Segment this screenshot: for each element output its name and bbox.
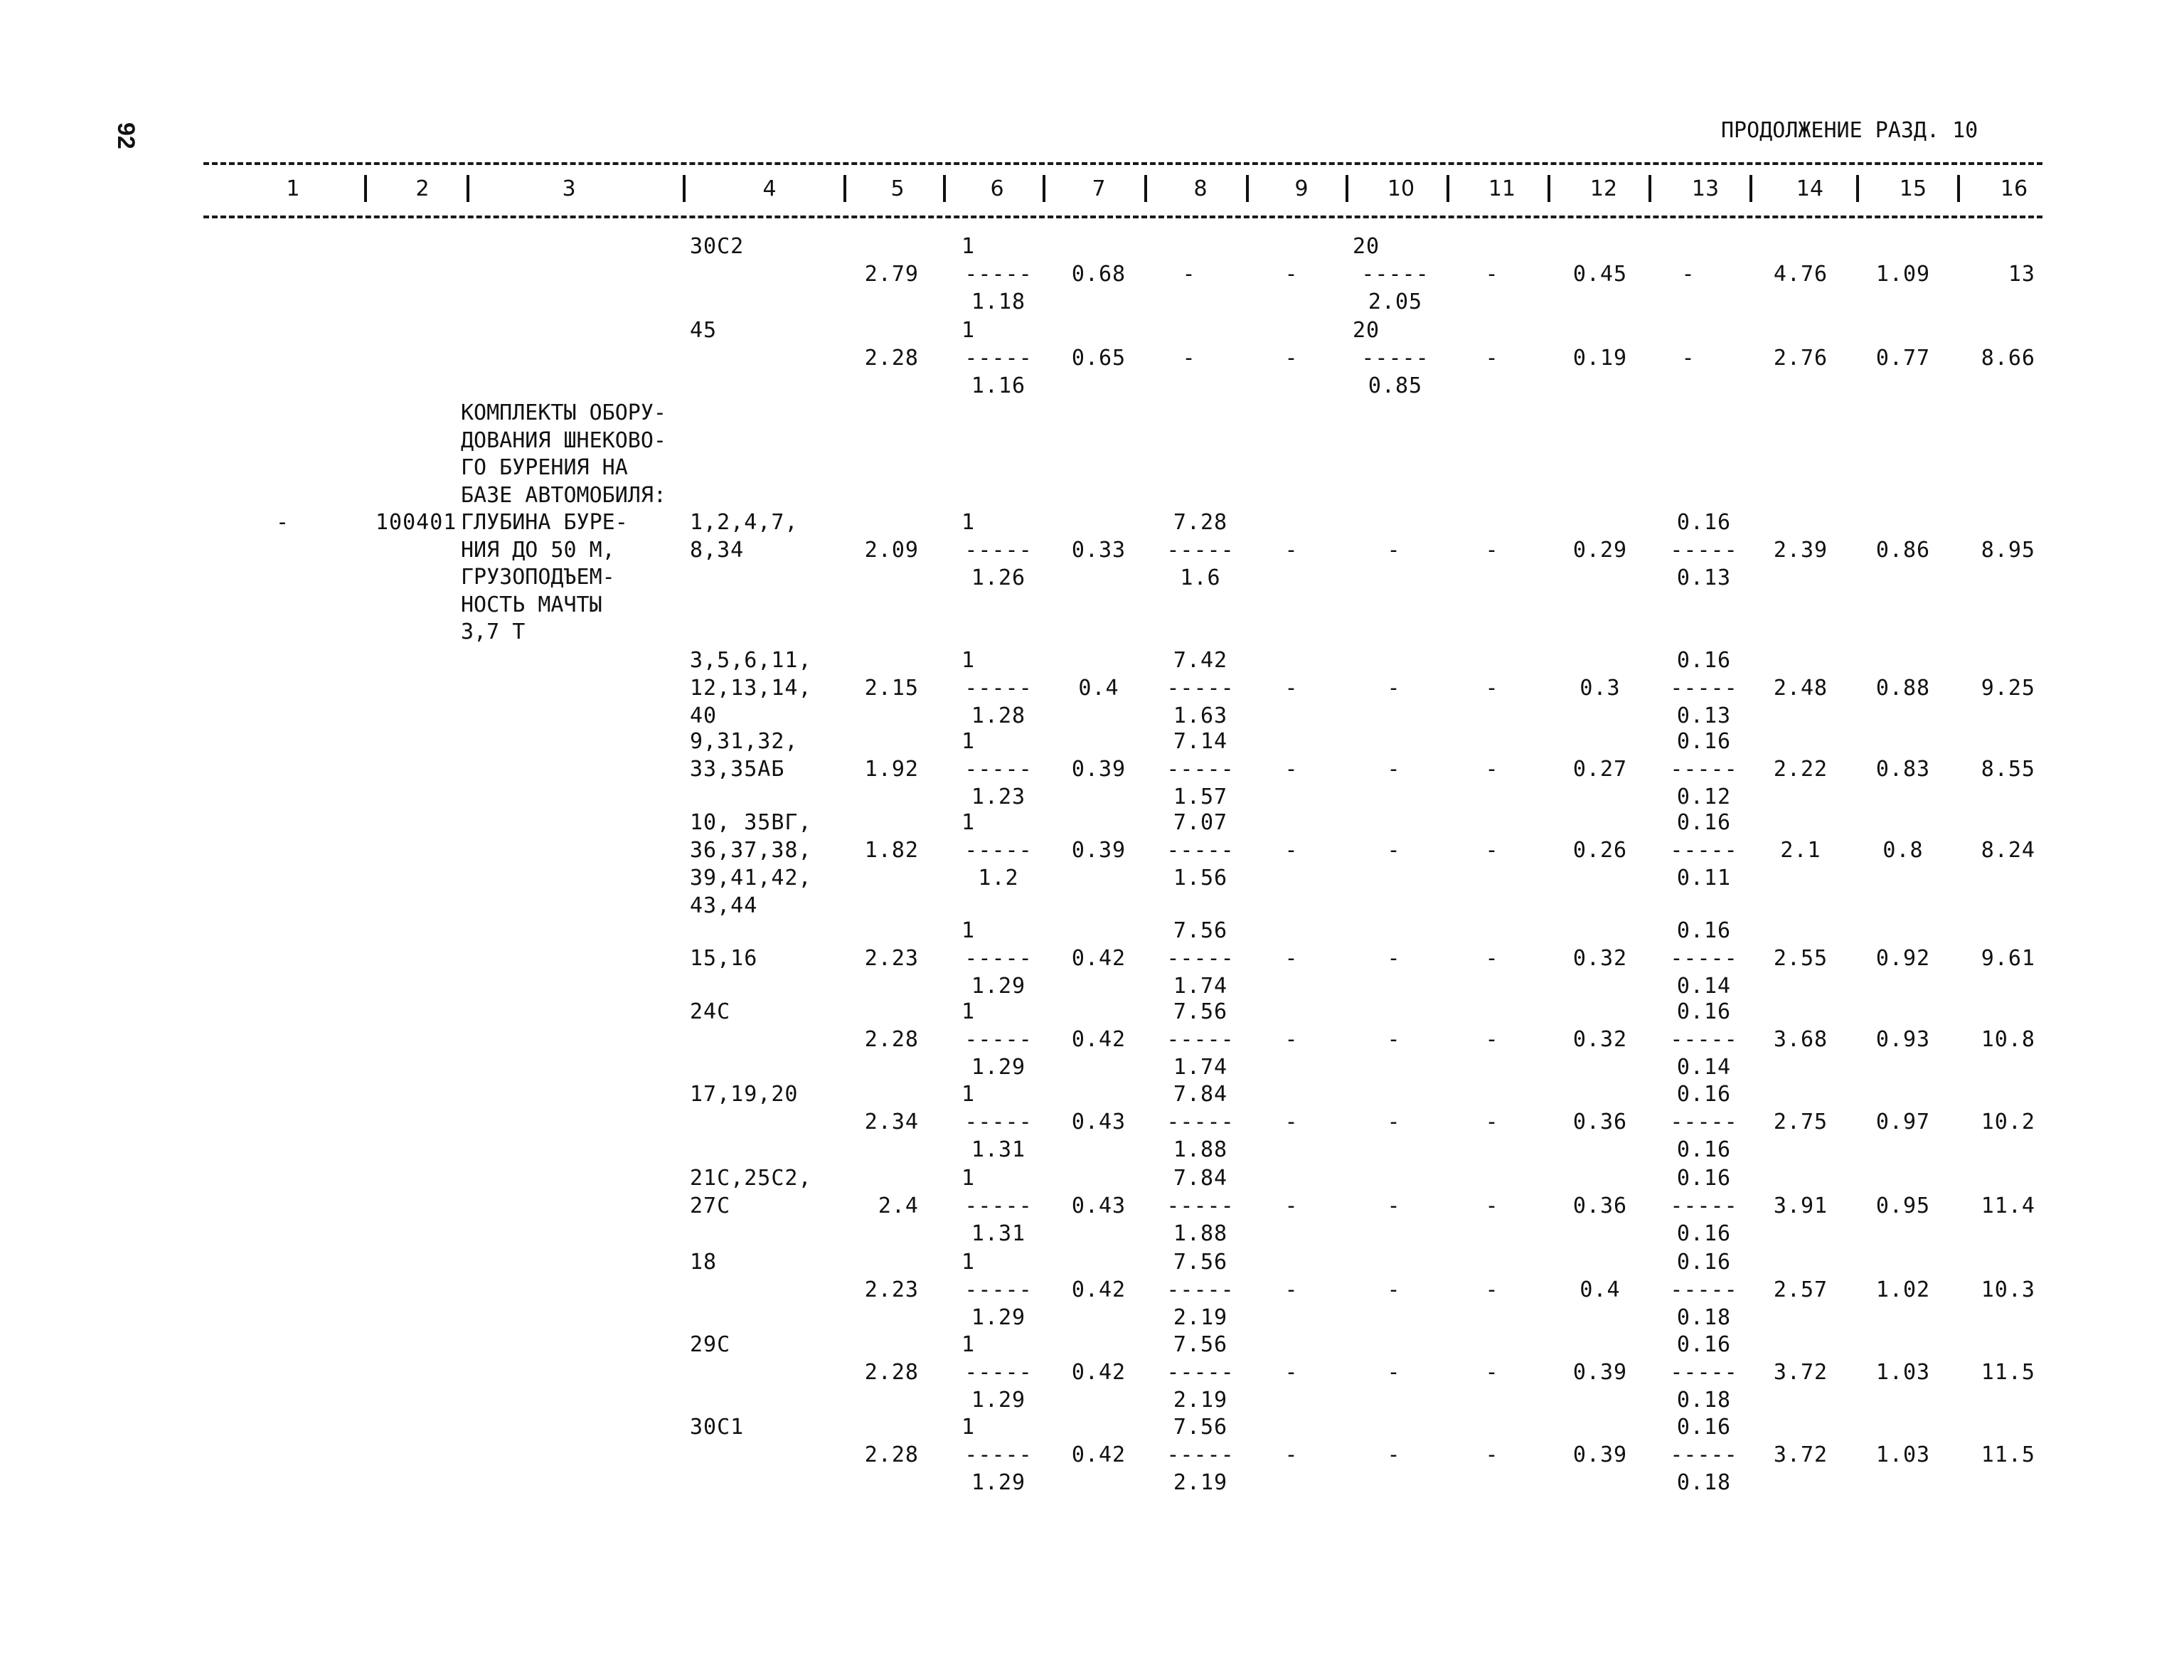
cell-col13-denominator: 0.16 bbox=[1676, 1221, 1732, 1246]
cell-col10-numerator: 20 bbox=[1353, 234, 1380, 259]
cell-col10: - bbox=[1387, 1027, 1401, 1052]
cell-col15: 0.92 bbox=[1875, 946, 1931, 971]
cell-col8-bar: ----- bbox=[1166, 538, 1235, 563]
cell-col10: - bbox=[1387, 1110, 1401, 1134]
cell-col8-denominator: 1.57 bbox=[1173, 785, 1228, 809]
cell-col10: - bbox=[1387, 676, 1401, 701]
cell-col16: 9.25 bbox=[1981, 676, 2035, 701]
column-header-8: 8 bbox=[1193, 176, 1208, 201]
cell-col16: 13 bbox=[2008, 262, 2035, 287]
cell-col5: 2.34 bbox=[864, 1110, 919, 1134]
cell-col16: 9.61 bbox=[1981, 946, 2035, 971]
column-separator bbox=[1346, 175, 1348, 202]
cell-col6-denominator: 1.29 bbox=[971, 1388, 1026, 1413]
cell-col16: 8.55 bbox=[1981, 757, 2035, 782]
cell-col13-denominator: 0.11 bbox=[1676, 866, 1732, 890]
column-separator bbox=[943, 175, 946, 202]
cell-col12: 0.19 bbox=[1572, 346, 1628, 371]
cell-col5: 2.28 bbox=[864, 346, 919, 371]
description-line: ГО БУРЕНИЯ НА bbox=[461, 455, 628, 480]
cell-col5: 2.23 bbox=[864, 1277, 919, 1302]
description-line: ДОВАНИЯ ШНЕКОВО- bbox=[461, 427, 666, 453]
description-line: 3,7 Т bbox=[461, 620, 526, 644]
cell-col14: 2.1 bbox=[1780, 838, 1821, 863]
cell-col13-denominator: 0.13 bbox=[1676, 703, 1732, 728]
cell-col13-denominator: 0.13 bbox=[1676, 565, 1732, 590]
cell-col8-bar: ----- bbox=[1166, 946, 1235, 971]
cell-col9: - bbox=[1284, 676, 1299, 701]
column-header-16: 16 bbox=[2000, 176, 2028, 201]
cell-col16: 10.8 bbox=[1981, 1027, 2035, 1052]
cell-col10-bar: ----- bbox=[1361, 346, 1429, 371]
cell-col4: 33,35АБ bbox=[690, 757, 785, 782]
cell-col13-bar: ----- bbox=[1670, 1442, 1738, 1467]
cell-col4: 3,5,6,11, bbox=[690, 648, 812, 673]
cell-col10: - bbox=[1387, 838, 1401, 863]
cell-col8-numerator: 7.84 bbox=[1173, 1166, 1228, 1191]
cell-col6-bar: ----- bbox=[964, 346, 1033, 371]
cell-col13-numerator: 0.16 bbox=[1676, 729, 1732, 754]
cell-col13-numerator: 0.16 bbox=[1676, 1250, 1732, 1275]
cell-col5: 2.28 bbox=[864, 1360, 919, 1385]
cell-col8-denominator: 1.63 bbox=[1173, 703, 1228, 728]
cell-col15: 1.03 bbox=[1875, 1442, 1931, 1467]
cell-col12: 0.3 bbox=[1580, 676, 1621, 701]
cell-col5: 2.28 bbox=[864, 1442, 919, 1467]
cell-col6-numerator: 1 bbox=[962, 729, 976, 754]
cell-col7: 0.43 bbox=[1071, 1193, 1126, 1218]
cell-col5: 2.09 bbox=[864, 538, 919, 563]
cell-col4: 24С bbox=[690, 999, 731, 1024]
column-header-5: 5 bbox=[890, 176, 905, 201]
cell-col6-bar: ----- bbox=[964, 1442, 1033, 1467]
cell-col10: - bbox=[1387, 1277, 1401, 1302]
cell-col8-numerator: 7.56 bbox=[1173, 999, 1228, 1024]
cell-col6-bar: ----- bbox=[964, 262, 1033, 287]
cell-col7: 0.42 bbox=[1071, 1027, 1126, 1052]
cell-col11: - bbox=[1485, 1360, 1499, 1385]
cell-col7: 0.43 bbox=[1071, 1110, 1126, 1134]
cell-col10: - bbox=[1387, 1360, 1401, 1385]
cell-col4: 45 bbox=[690, 318, 718, 343]
cell-col16: 11.5 bbox=[1981, 1442, 2035, 1467]
cell-col5: 2.79 bbox=[864, 262, 919, 287]
cell-col14: 3.68 bbox=[1773, 1027, 1828, 1052]
description-line: КОМПЛЕКТЫ ОБОРУ- bbox=[461, 400, 666, 425]
cell-col13-numerator: 0.16 bbox=[1676, 999, 1732, 1024]
cell-col6-bar: ----- bbox=[964, 1193, 1033, 1218]
cell-col12: 0.36 bbox=[1572, 1110, 1628, 1134]
cell-col7: 0.39 bbox=[1071, 838, 1126, 863]
cell-col6-numerator: 1 bbox=[962, 918, 976, 943]
cell-col6-bar: ----- bbox=[964, 838, 1033, 863]
cell-col6-denominator: 1.31 bbox=[971, 1137, 1026, 1162]
cell-col4: 8,34 bbox=[690, 538, 745, 563]
column-header-7: 7 bbox=[1092, 176, 1106, 201]
cell-col6-denominator: 1.29 bbox=[971, 1470, 1026, 1495]
row-marker-dash: - bbox=[276, 510, 290, 535]
column-header-2: 2 bbox=[415, 176, 430, 201]
description-line: БАЗЕ АВТОМОБИЛЯ: bbox=[461, 482, 666, 508]
column-header-3: 3 bbox=[562, 176, 576, 201]
cell-col10-bar: ----- bbox=[1361, 262, 1429, 287]
page-number: 92 bbox=[112, 122, 139, 149]
column-separator bbox=[683, 175, 686, 202]
cell-col8-numerator: 7.56 bbox=[1173, 1415, 1228, 1440]
column-separator bbox=[1856, 175, 1859, 202]
cell-col4: 18 bbox=[690, 1250, 718, 1275]
cell-col6-bar: ----- bbox=[964, 1360, 1033, 1385]
cell-col15: 0.93 bbox=[1875, 1027, 1931, 1052]
cell-col8-numerator: 7.28 bbox=[1173, 510, 1228, 535]
cell-col8-denominator: 1.6 bbox=[1180, 565, 1221, 590]
cell-col14: 2.48 bbox=[1773, 676, 1828, 701]
cell-col13-numerator: 0.16 bbox=[1676, 648, 1732, 673]
cell-col7: 0.42 bbox=[1071, 1360, 1126, 1385]
cell-col16: 8.66 bbox=[1981, 346, 2035, 371]
cell-col6-denominator: 1.28 bbox=[971, 703, 1026, 728]
cell-col8-denominator: 2.19 bbox=[1173, 1305, 1228, 1330]
cell-col8-denominator: 1.56 bbox=[1173, 866, 1228, 890]
cell-col14: 3.72 bbox=[1773, 1442, 1828, 1467]
cell-col13-denominator: 0.18 bbox=[1676, 1388, 1732, 1413]
cell-col13-numerator: 0.16 bbox=[1676, 918, 1732, 943]
cell-col10-numerator: 20 bbox=[1353, 318, 1380, 343]
cell-col4: 30С2 bbox=[690, 234, 745, 259]
cell-col13-denominator: 0.18 bbox=[1676, 1470, 1732, 1495]
cell-col6-numerator: 1 bbox=[962, 1332, 976, 1357]
cell-col8-denominator: 1.74 bbox=[1173, 974, 1228, 999]
cell-col11: - bbox=[1485, 757, 1499, 782]
cell-col9: - bbox=[1284, 346, 1299, 371]
cell-col11: - bbox=[1485, 1442, 1499, 1467]
cell-col8-bar: ----- bbox=[1166, 1360, 1235, 1385]
cell-col13-denominator: 0.18 bbox=[1676, 1305, 1732, 1330]
column-header-12: 12 bbox=[1589, 176, 1618, 201]
row-code: 100401 bbox=[375, 510, 457, 535]
cell-col8-numerator: 7.84 bbox=[1173, 1082, 1228, 1107]
cell-col11: - bbox=[1485, 1193, 1499, 1218]
cell-col6-denominator: 1.29 bbox=[971, 1055, 1026, 1080]
column-separator bbox=[1957, 175, 1960, 202]
cell-col8-numerator: 7.56 bbox=[1173, 918, 1228, 943]
cell-col4: 30С1 bbox=[690, 1415, 745, 1440]
cell-col14: 4.76 bbox=[1773, 262, 1828, 287]
cell-col15: 1.03 bbox=[1875, 1360, 1931, 1385]
cell-col12: 0.45 bbox=[1572, 262, 1628, 287]
cell-col8-numerator: 7.14 bbox=[1173, 729, 1228, 754]
cell-col6-numerator: 1 bbox=[962, 234, 976, 259]
cell-col8-numerator: 7.42 bbox=[1173, 648, 1228, 673]
cell-col6-denominator: 1.16 bbox=[971, 373, 1026, 398]
cell-col14: 2.39 bbox=[1773, 538, 1828, 563]
cell-col7: 0.42 bbox=[1071, 1442, 1126, 1467]
cell-col10-denominator: 2.05 bbox=[1368, 289, 1423, 314]
cell-col13-numerator: 0.16 bbox=[1676, 1415, 1732, 1440]
cell-col4: 43,44 bbox=[690, 893, 758, 918]
cell-col15: 0.8 bbox=[1882, 838, 1924, 863]
header-rule-bottom bbox=[203, 216, 2042, 218]
cell-col13-numerator: 0.16 bbox=[1676, 1166, 1732, 1191]
cell-col5: 1.92 bbox=[864, 757, 919, 782]
cell-col6-numerator: 1 bbox=[962, 1250, 976, 1275]
cell-col13-bar: ----- bbox=[1670, 1027, 1738, 1052]
cell-col13-bar: ----- bbox=[1670, 946, 1738, 971]
cell-col8: - bbox=[1182, 262, 1196, 287]
column-separator bbox=[1246, 175, 1249, 202]
cell-col12: 0.29 bbox=[1572, 538, 1628, 563]
cell-col8-denominator: 1.88 bbox=[1173, 1137, 1228, 1162]
cell-col6-bar: ----- bbox=[964, 1277, 1033, 1302]
column-separator bbox=[1043, 175, 1045, 202]
cell-col9: - bbox=[1284, 946, 1299, 971]
cell-col8-bar: ----- bbox=[1166, 757, 1235, 782]
cell-col15: 0.88 bbox=[1875, 676, 1931, 701]
cell-col5: 1.82 bbox=[864, 838, 919, 863]
cell-col6-denominator: 1.2 bbox=[978, 866, 1019, 890]
cell-col13-numerator: 0.16 bbox=[1676, 1332, 1732, 1357]
cell-col8-denominator: 1.74 bbox=[1173, 1055, 1228, 1080]
cell-col6-denominator: 1.29 bbox=[971, 1305, 1026, 1330]
cell-col6-bar: ----- bbox=[964, 676, 1033, 701]
cell-col7: 0.65 bbox=[1071, 346, 1126, 371]
header-rule-top bbox=[203, 162, 2042, 165]
cell-col6-bar: ----- bbox=[964, 1027, 1033, 1052]
cell-col12: 0.39 bbox=[1572, 1360, 1628, 1385]
column-separator bbox=[1749, 175, 1752, 202]
cell-col15: 0.83 bbox=[1875, 757, 1931, 782]
cell-col6-bar: ----- bbox=[964, 757, 1033, 782]
cell-col10: - bbox=[1387, 757, 1401, 782]
cell-col5: 2.28 bbox=[864, 1027, 919, 1052]
cell-col15: 0.95 bbox=[1875, 1193, 1931, 1218]
cell-col9: - bbox=[1284, 1360, 1299, 1385]
cell-col13: - bbox=[1681, 262, 1695, 287]
cell-col16: 11.4 bbox=[1981, 1193, 2035, 1218]
cell-col13-bar: ----- bbox=[1670, 1360, 1738, 1385]
cell-col10: - bbox=[1387, 1442, 1401, 1467]
cell-col13-denominator: 0.14 bbox=[1676, 974, 1732, 999]
cell-col10: - bbox=[1387, 946, 1401, 971]
cell-col4: 17,19,20 bbox=[690, 1082, 799, 1107]
cell-col9: - bbox=[1284, 1193, 1299, 1218]
cell-col9: - bbox=[1284, 538, 1299, 563]
column-header-9: 9 bbox=[1294, 176, 1309, 201]
cell-col10: - bbox=[1387, 1193, 1401, 1218]
cell-col12: 0.36 bbox=[1572, 1193, 1628, 1218]
cell-col13-denominator: 0.16 bbox=[1676, 1137, 1732, 1162]
cell-col14: 2.55 bbox=[1773, 946, 1828, 971]
column-header-13: 13 bbox=[1691, 176, 1720, 201]
cell-col13-numerator: 0.16 bbox=[1676, 510, 1732, 535]
cell-col9: - bbox=[1284, 838, 1299, 863]
cell-col16: 10.3 bbox=[1981, 1277, 2035, 1302]
cell-col7: 0.33 bbox=[1071, 538, 1126, 563]
cell-col11: - bbox=[1485, 538, 1499, 563]
cell-col8-numerator: 7.07 bbox=[1173, 810, 1228, 835]
cell-col11: - bbox=[1485, 838, 1499, 863]
cell-col9: - bbox=[1284, 1027, 1299, 1052]
cell-col8-denominator: 1.88 bbox=[1173, 1221, 1228, 1246]
cell-col10-denominator: 0.85 bbox=[1368, 373, 1423, 398]
column-separator bbox=[1144, 175, 1147, 202]
cell-col4: 39,41,42, bbox=[690, 866, 812, 890]
cell-col8-bar: ----- bbox=[1166, 838, 1235, 863]
cell-col15: 0.97 bbox=[1875, 1110, 1931, 1134]
cell-col6-numerator: 1 bbox=[962, 648, 976, 673]
cell-col7: 0.42 bbox=[1071, 946, 1126, 971]
cell-col11: - bbox=[1485, 262, 1499, 287]
cell-col13-bar: ----- bbox=[1670, 1110, 1738, 1134]
cell-col4: 10, 35ВГ, bbox=[690, 810, 812, 835]
cell-col6-denominator: 1.23 bbox=[971, 785, 1026, 809]
column-separator bbox=[467, 175, 469, 202]
cell-col4: 40 bbox=[690, 703, 718, 728]
cell-col9: - bbox=[1284, 1110, 1299, 1134]
cell-col9: - bbox=[1284, 757, 1299, 782]
cell-col6-numerator: 1 bbox=[962, 810, 976, 835]
cell-col5: 2.23 bbox=[864, 946, 919, 971]
cell-col9: - bbox=[1284, 1442, 1299, 1467]
cell-col8-bar: ----- bbox=[1166, 1193, 1235, 1218]
cell-col4: 1,2,4,7, bbox=[690, 510, 799, 535]
cell-col12: 0.27 bbox=[1572, 757, 1628, 782]
column-separator bbox=[364, 175, 367, 202]
cell-col13-bar: ----- bbox=[1670, 1277, 1738, 1302]
cell-col14: 2.22 bbox=[1773, 757, 1828, 782]
cell-col6-numerator: 1 bbox=[962, 1415, 976, 1440]
column-separator bbox=[1648, 175, 1651, 202]
cell-col7: 0.39 bbox=[1071, 757, 1126, 782]
description-line: НИЯ ДО 50 М, bbox=[461, 537, 615, 563]
cell-col6-numerator: 1 bbox=[962, 999, 976, 1024]
cell-col13-bar: ----- bbox=[1670, 838, 1738, 863]
cell-col6-numerator: 1 bbox=[962, 510, 976, 535]
cell-col13-denominator: 0.14 bbox=[1676, 1055, 1732, 1080]
running-head: ПРОДОЛЖЕНИЕ РАЗД. 10 bbox=[1721, 118, 1978, 143]
cell-col8-bar: ----- bbox=[1166, 676, 1235, 701]
cell-col7: 0.68 bbox=[1071, 262, 1126, 287]
cell-col7: 0.42 bbox=[1071, 1277, 1126, 1302]
cell-col6-numerator: 1 bbox=[962, 318, 976, 343]
item-description bbox=[461, 400, 703, 647]
cell-col6-numerator: 1 bbox=[962, 1166, 976, 1191]
cell-col13-bar: ----- bbox=[1670, 1193, 1738, 1218]
cell-col13-bar: ----- bbox=[1670, 538, 1738, 563]
cell-col11: - bbox=[1485, 1277, 1499, 1302]
column-header-4: 4 bbox=[762, 176, 777, 201]
cell-col13-bar: ----- bbox=[1670, 757, 1738, 782]
cell-col6-denominator: 1.18 bbox=[971, 289, 1026, 314]
cell-col6-denominator: 1.26 bbox=[971, 565, 1026, 590]
description-line: ГРУЗОПОДЪЕМ- bbox=[461, 565, 615, 590]
cell-col15: 0.77 bbox=[1875, 346, 1931, 371]
cell-col8-bar: ----- bbox=[1166, 1442, 1235, 1467]
cell-col4: 9,31,32, bbox=[690, 729, 799, 754]
cell-col12: 0.32 bbox=[1572, 946, 1628, 971]
cell-col6-bar: ----- bbox=[964, 538, 1033, 563]
cell-col8-denominator: 2.19 bbox=[1173, 1470, 1228, 1495]
cell-col12: 0.32 bbox=[1572, 1027, 1628, 1052]
cell-col5: 2.4 bbox=[878, 1193, 919, 1218]
cell-col13-numerator: 0.16 bbox=[1676, 1082, 1732, 1107]
cell-col11: - bbox=[1485, 676, 1499, 701]
description-line: НОСТЬ МАЧТЫ bbox=[461, 592, 602, 617]
cell-col7: 0.4 bbox=[1078, 676, 1119, 701]
cell-col13-numerator: 0.16 bbox=[1676, 810, 1732, 835]
cell-col12: 0.4 bbox=[1580, 1277, 1621, 1302]
cell-col14: 2.75 bbox=[1773, 1110, 1828, 1134]
column-header-15: 15 bbox=[1899, 176, 1927, 201]
cell-col6-numerator: 1 bbox=[962, 1082, 976, 1107]
cell-col14: 3.72 bbox=[1773, 1360, 1828, 1385]
cell-col13: - bbox=[1681, 346, 1695, 371]
cell-col9: - bbox=[1284, 1277, 1299, 1302]
column-separator bbox=[843, 175, 846, 202]
cell-col6-bar: ----- bbox=[964, 1110, 1033, 1134]
cell-col8-numerator: 7.56 bbox=[1173, 1250, 1228, 1275]
column-separator bbox=[1548, 175, 1550, 202]
column-header-6: 6 bbox=[990, 176, 1004, 201]
cell-col4: 36,37,38, bbox=[690, 838, 812, 863]
cell-col15: 0.86 bbox=[1875, 538, 1931, 563]
cell-col16: 8.24 bbox=[1981, 838, 2035, 863]
cell-col14: 2.76 bbox=[1773, 346, 1828, 371]
cell-col4: 15,16 bbox=[690, 946, 758, 971]
cell-col15: 1.09 bbox=[1875, 262, 1931, 287]
cell-col4: 27С bbox=[690, 1193, 731, 1218]
cell-col14: 2.57 bbox=[1773, 1277, 1828, 1302]
cell-col11: - bbox=[1485, 946, 1499, 971]
cell-col9: - bbox=[1284, 262, 1299, 287]
cell-col11: - bbox=[1485, 346, 1499, 371]
description-line: ГЛУБИНА БУРЕ- bbox=[461, 510, 628, 535]
column-header-14: 14 bbox=[1796, 176, 1824, 201]
column-header-11: 11 bbox=[1488, 176, 1516, 201]
cell-col8-bar: ----- bbox=[1166, 1277, 1235, 1302]
cell-col13-bar: ----- bbox=[1670, 676, 1738, 701]
cell-col15: 1.02 bbox=[1875, 1277, 1931, 1302]
cell-col8-numerator: 7.56 bbox=[1173, 1332, 1228, 1357]
cell-col8-denominator: 2.19 bbox=[1173, 1388, 1228, 1413]
cell-col10: - bbox=[1387, 538, 1401, 563]
cell-col16: 8.95 bbox=[1981, 538, 2035, 563]
cell-col4: 29С bbox=[690, 1332, 731, 1357]
cell-col12: 0.26 bbox=[1572, 838, 1628, 863]
cell-col8-bar: ----- bbox=[1166, 1110, 1235, 1134]
column-separator bbox=[1447, 175, 1449, 202]
column-header-10: 10 bbox=[1387, 176, 1415, 201]
cell-col11: - bbox=[1485, 1027, 1499, 1052]
cell-col12: 0.39 bbox=[1572, 1442, 1628, 1467]
cell-col8: - bbox=[1182, 346, 1196, 371]
cell-col13-denominator: 0.12 bbox=[1676, 785, 1732, 809]
cell-col16: 10.2 bbox=[1981, 1110, 2035, 1134]
cell-col16: 11.5 bbox=[1981, 1360, 2035, 1385]
cell-col11: - bbox=[1485, 1110, 1499, 1134]
cell-col6-denominator: 1.31 bbox=[971, 1221, 1026, 1246]
cell-col4: 21С,25С2, bbox=[690, 1166, 812, 1191]
cell-col5: 2.15 bbox=[864, 676, 919, 701]
cell-col14: 3.91 bbox=[1773, 1193, 1828, 1218]
column-header-1: 1 bbox=[286, 176, 300, 201]
cell-col8-bar: ----- bbox=[1166, 1027, 1235, 1052]
cell-col6-bar: ----- bbox=[964, 946, 1033, 971]
cell-col6-denominator: 1.29 bbox=[971, 974, 1026, 999]
cell-col4: 12,13,14, bbox=[690, 676, 812, 701]
